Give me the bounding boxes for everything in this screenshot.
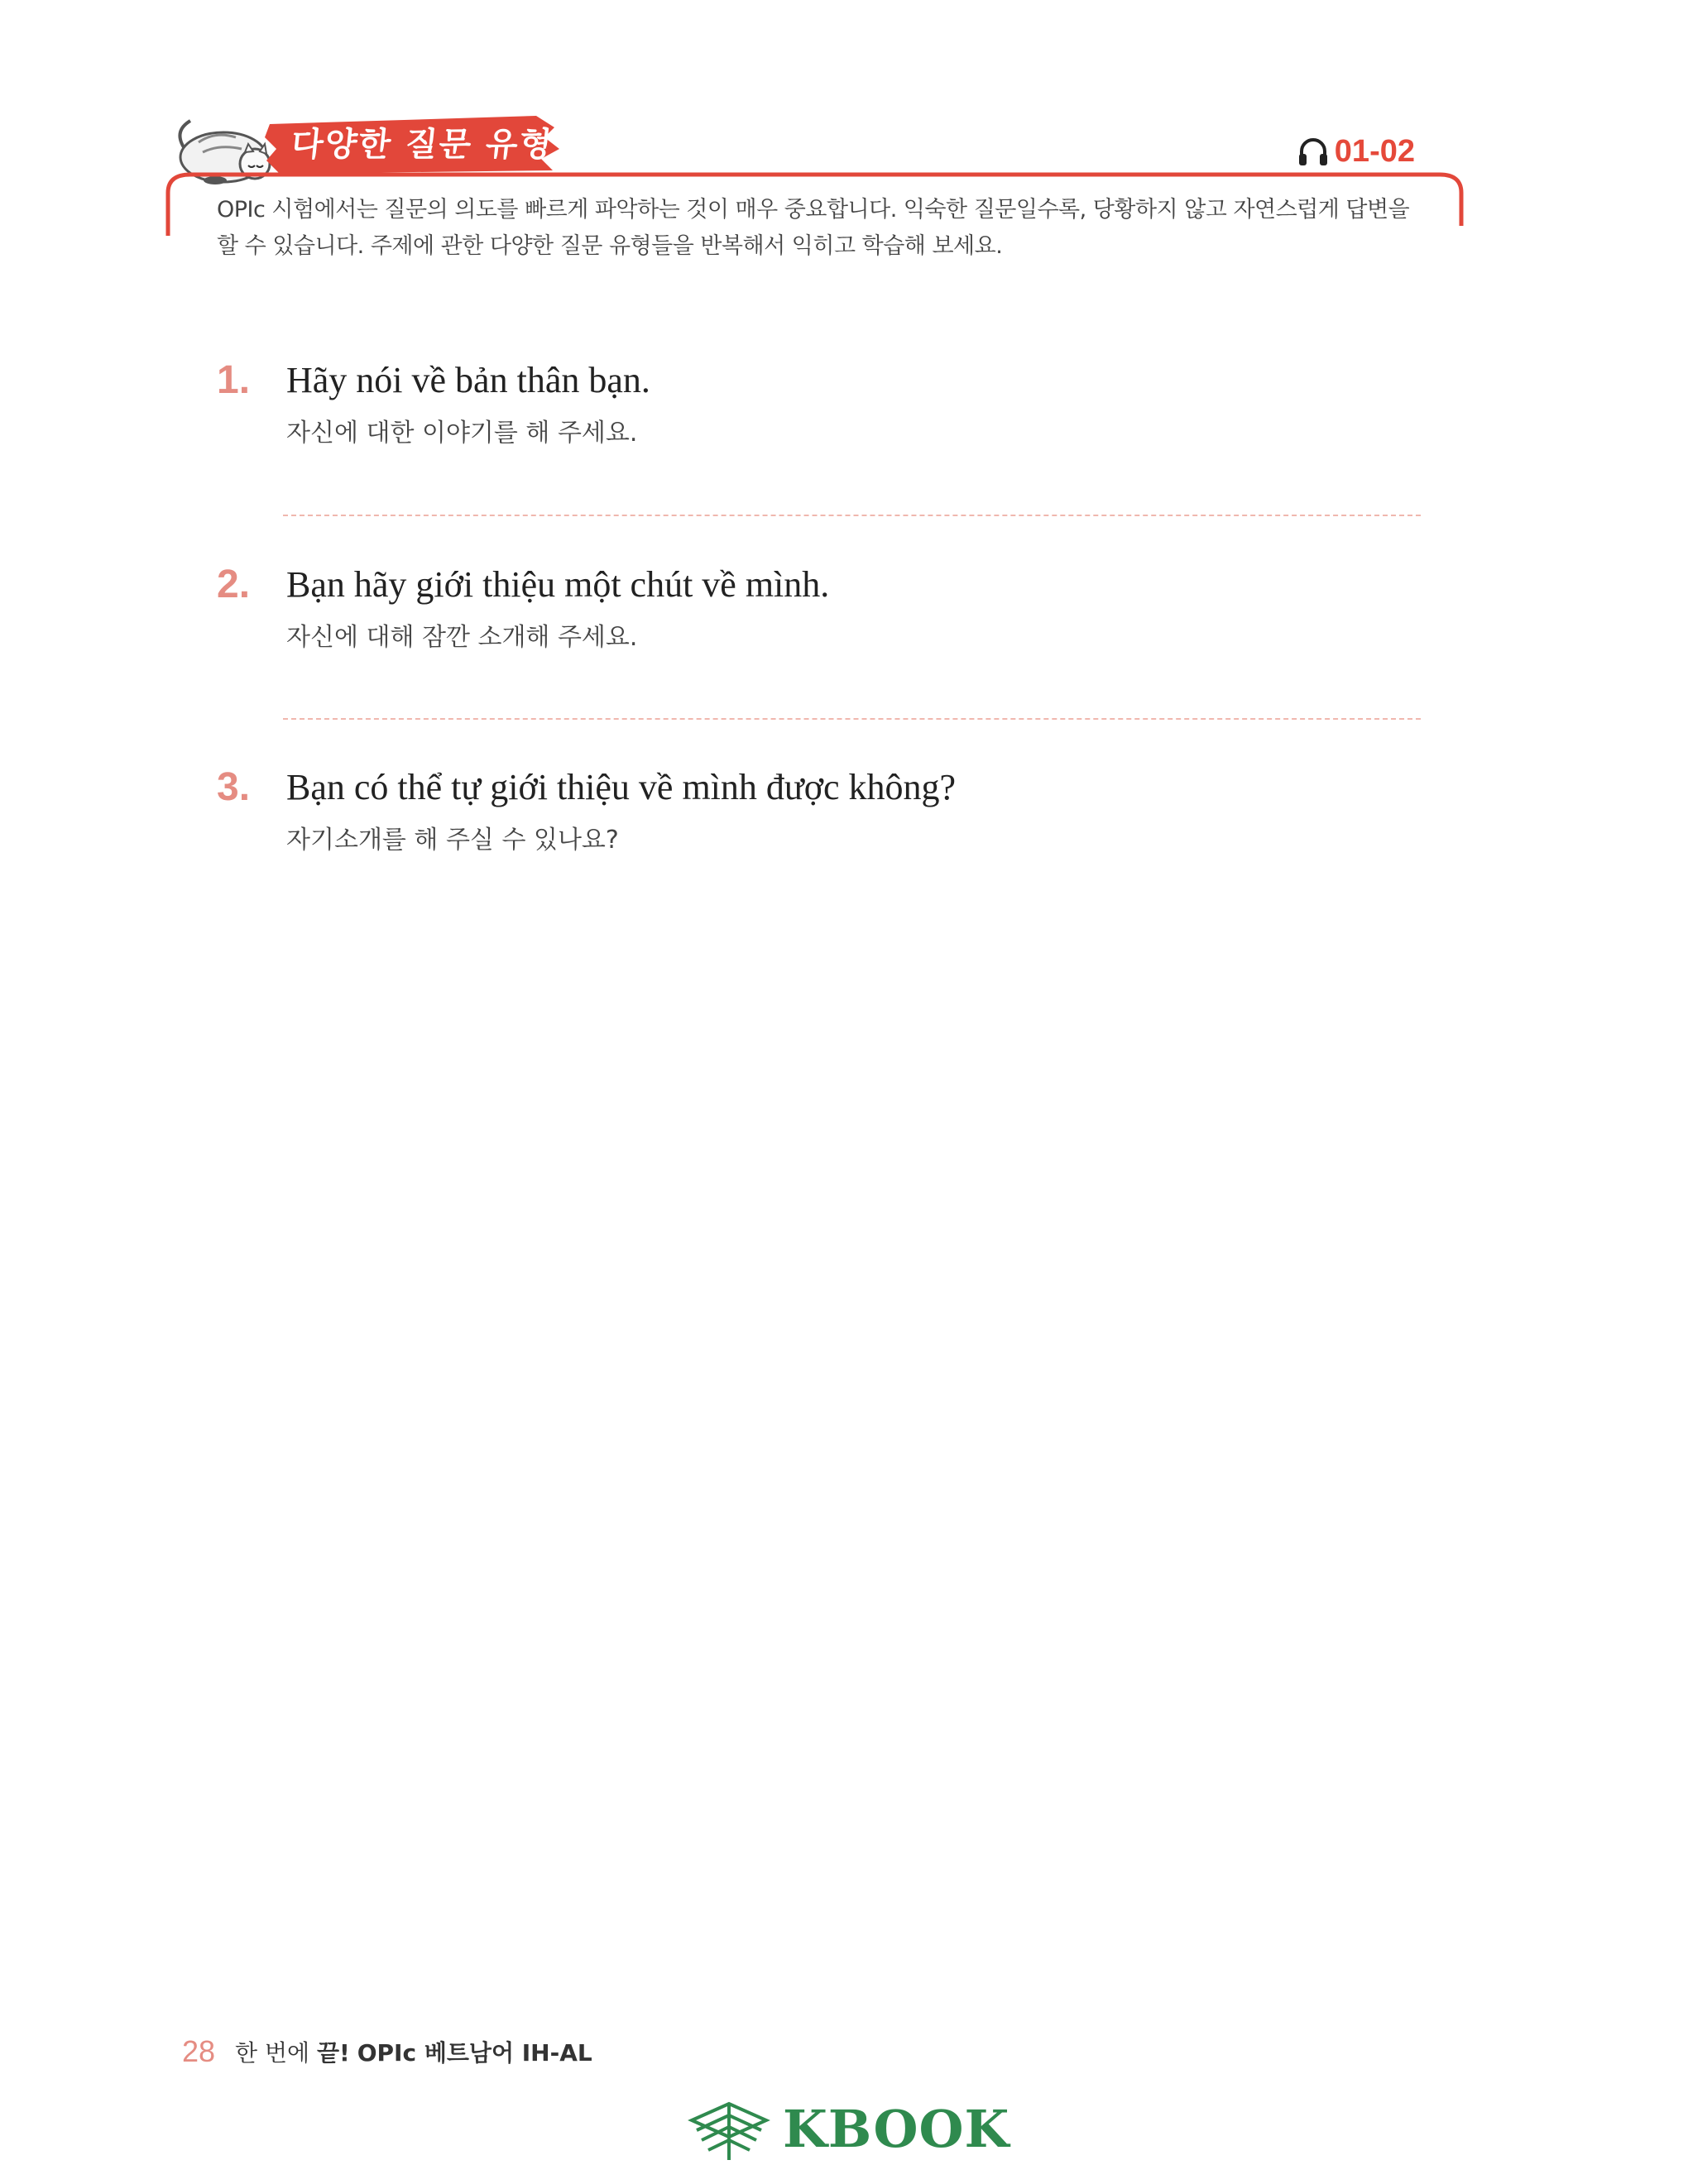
question-number: 3.: [217, 765, 251, 809]
question-vietnamese: Bạn có thể tự giới thiệu về mình được không?: [286, 767, 957, 807]
intro-text: OPIc 시험에서는 질문의 의도를 빠르게 파악하는 것이 매우 중요합니다. 익숙한 질문일수록, 당황하지 않고 자연스럽게 답변을 할 수 있습니다. 주제에 관한 다양한 질문 유형들을 반복해서 익히고 학습해 보세요.: [217, 197, 1410, 259]
book-title: [235, 2035, 592, 2068]
divider: [283, 718, 1421, 720]
page-number: 28: [182, 2034, 216, 2068]
question-number: 2.: [217, 563, 251, 606]
page-footer: [182, 2030, 592, 2073]
question-korean: 자기소개를 해 주실 수 있나요?: [286, 826, 619, 855]
logo-text: KBOOK: [783, 2098, 1010, 2159]
kbook-book-logo: [683, 2087, 774, 2170]
book-title-prefix: 한 번에: [235, 2039, 310, 2067]
audio-track[interactable]: [1297, 131, 1415, 172]
kbook-watermark: [683, 2083, 1009, 2174]
question-korean: 자신에 대한 이야기를 해 주세요.: [286, 419, 638, 448]
question-vietnamese: Bạn hãy giới thiệu một chút về mình.: [286, 564, 830, 605]
question-korean: 자신에 대해 잠깐 소개해 주세요.: [286, 623, 638, 652]
book-title-main: OPIc 베트남어 IH-AL: [357, 2039, 592, 2067]
book-title-accent: 끝!: [317, 2039, 350, 2067]
headphones-icon: [1297, 135, 1330, 168]
question-number: 1.: [217, 358, 251, 402]
track-number: 01-02: [1334, 134, 1415, 169]
divider: [283, 515, 1421, 516]
question-vietnamese: Hãy nói về bản thân bạn.: [286, 360, 650, 400]
section-title: 다양한 질문 유형: [289, 126, 555, 164]
